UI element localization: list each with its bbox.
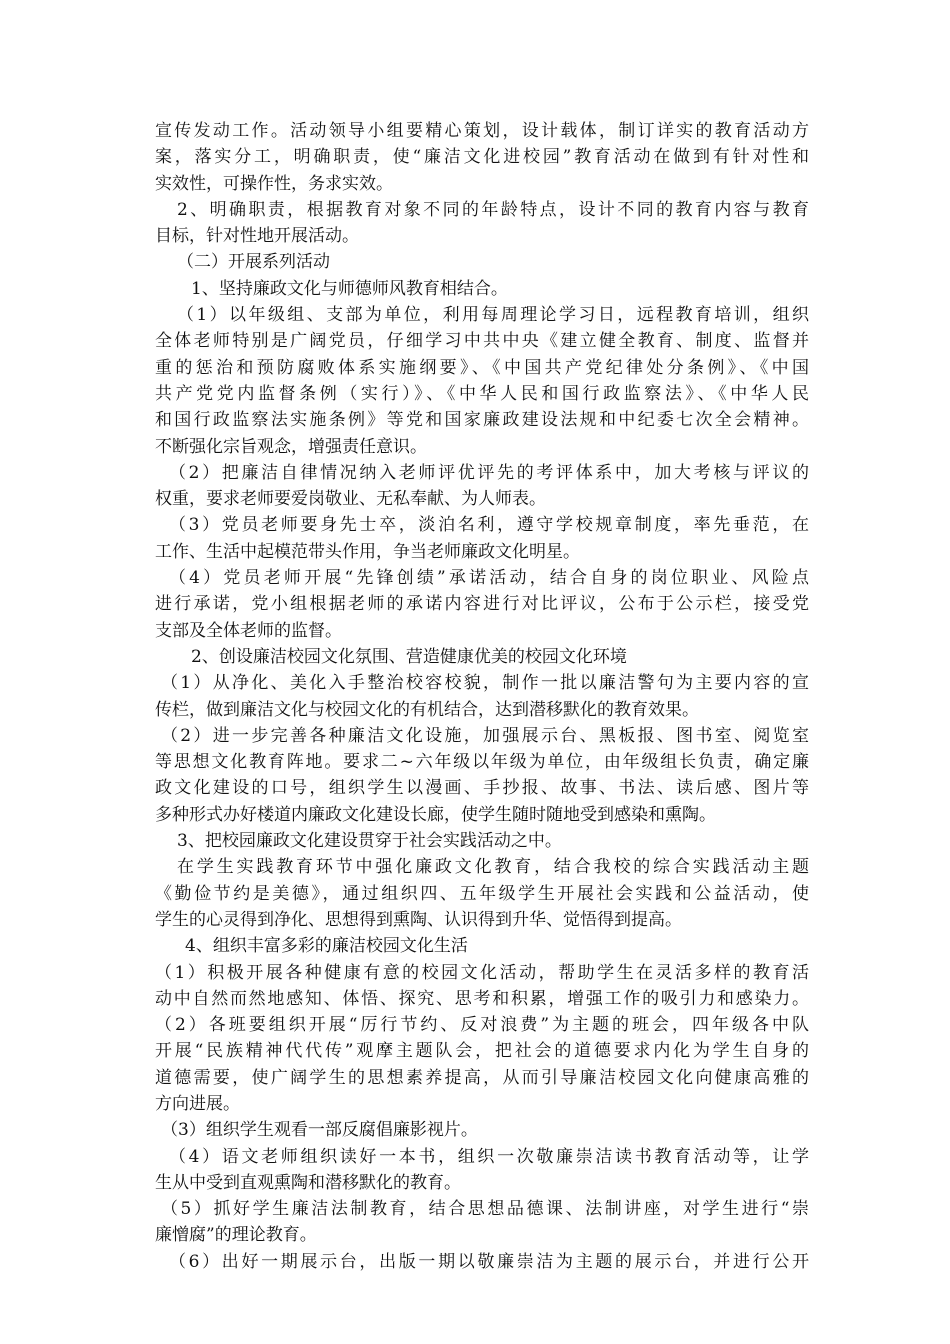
text-line: 4、组织丰富多彩的廉洁校园文化生活 [185,936,468,957]
text-line: 不断强化宗旨观念，增强责任意识。 [155,436,427,457]
text-line: 2、明确职责，根据教育对象不同的年龄特点，设计不同的教育内容与教育 [177,199,809,220]
text-line: 学生的心灵得到净化、思想得到熏陶、认识得到升华、觉悟得到提高。 [155,909,682,930]
text-line: 工作、生活中起模范带头作用，争当老师廉政文化明星。 [155,541,580,562]
text-line: 进行承诺，党小组根据老师的承诺内容进行对比评议，公布于公示栏，接受党 [155,594,809,615]
text-line: 宣传发动工作。活动领导小组要精心策划，设计载体，制订详实的教育活动方 [155,121,809,141]
text-line: 重的惩治和预防腐败体系实施纲要》、《中国共产党纪律处分条例》、《中国 [155,357,809,378]
text-line: 廉憎腐”的理论教育。 [155,1225,317,1246]
text-line: 动中自然而然地感知、体悟、探究、思考和积累，增强工作的吸引力和感染力。 [155,988,809,1009]
text-line: （2）各班要组织开展“厉行节约、反对浪费”为主题的班会，四年级各中队 [155,1015,809,1036]
text-line: （1）积极开展各种健康有意的校园文化活动，帮助学生在灵活多样的教育活 [155,962,809,983]
text-line: （4）语文老师组织读好一本书，组织一次敬廉崇洁读书教育活动等，让学 [169,1146,809,1167]
text-line: 实效性，可操作性，务求实效。 [155,173,393,194]
text-line: 支部及全体老师的监督。 [155,620,342,641]
text-line: 开展“民族精神代代传”观摩主题队会，把社会的道德要求内化为学生自身的 [155,1041,809,1062]
text-line: （3）组织学生观看一部反腐倡廉影视片。 [161,1120,478,1141]
text-line: （2）把廉洁自律情况纳入老师评优评先的考评体系中，加大考核与评议的 [169,462,809,483]
text-line: 生从中受到直观熏陶和潜移默化的教育。 [155,1172,461,1193]
text-line: 全体老师特别是广阔党员，仔细学习中共中央《建立健全教育、制度、监督并 [155,331,809,352]
text-line: 多种形式办好楼道内廉政文化建设长廊，使学生随时随地受到感染和熏陶。 [155,804,716,825]
text-line: 《勤俭节约是美德》，通过组织四、五年级学生开展社会实践和公益活动，使 [155,883,809,904]
text-line: 共产党党内监督条例（实行）》、《中华人民和国行政监察法》、《中华人民 [155,383,809,404]
text-line: （4）党员老师开展“先锋创绩”承诺活动，结合自身的岗位职业、风险点 [169,568,809,589]
text-line: 等思想文化教育阵地。要求二~六年级以年级为单位，由年级组长负责，确定廉 [155,752,809,773]
text-line: （二）开展系列活动 [177,252,330,273]
text-line: 在学生实践教育环节中强化廉政文化教育，结合我校的综合实践活动主题 [177,857,809,878]
text-line: 道德需要，使广阔学生的思想素养提高，从而引导廉洁校园文化向健康高雅的 [155,1067,809,1088]
text-line: 政文化建设的口号，组织学生以漫画、手抄报、故事、书法、读后感、图片等 [155,778,809,799]
text-line: （3）党员老师要身先士卒，淡泊名利，遵守学校规章制度，率先垂范，在 [169,515,809,536]
text-line: （1）从净化、美化入手整治校容校貌，制作一批以廉洁警句为主要内容的宣 [161,673,809,694]
text-line: 1、坚持廉政文化与师德师风教育相结合。 [191,278,508,299]
text-line: （2）进一步完善各种廉洁文化设施，加强展示台、黑板报、图书室、阅览室 [161,725,809,746]
text-line: 方向进展。 [155,1093,240,1114]
text-line: 目标，针对性地开展活动。 [155,226,359,247]
text-line: 权重，要求老师要爱岗敬业、无私奉献、为人师表。 [155,489,546,510]
text-line: 案，落实分工，明确职责，使“廉洁文化进校园”教育活动在做到有针对性和 [155,147,809,168]
text-line: （5）抓好学生廉洁法制教育，结合思想品德课、法制讲座，对学生进行“崇 [161,1199,809,1220]
text-line: （1）以年级组、支部为单位，利用每周理论学习日，远程教育培训，组织 [177,305,809,326]
text-line: 传栏，做到廉洁文化与校园文化的有机结合，达到潜移默化的教育效果。 [155,699,699,720]
text-line: 2、创设廉洁校园文化氛围、营造健康优美的校园文化环境 [191,646,627,667]
text-line: （6）出好一期展示台，出版一期以敬廉崇洁为主题的展示台，并进行公开 [169,1251,809,1272]
document-body [155,118,809,1275]
text-line: 3、把校园廉政文化建设贯穿于社会实践活动之中。 [177,831,562,852]
text-line: 和国行政监察法实施条例》等党和国家廉政建设法规和中纪委七次全会精神。 [155,410,809,431]
